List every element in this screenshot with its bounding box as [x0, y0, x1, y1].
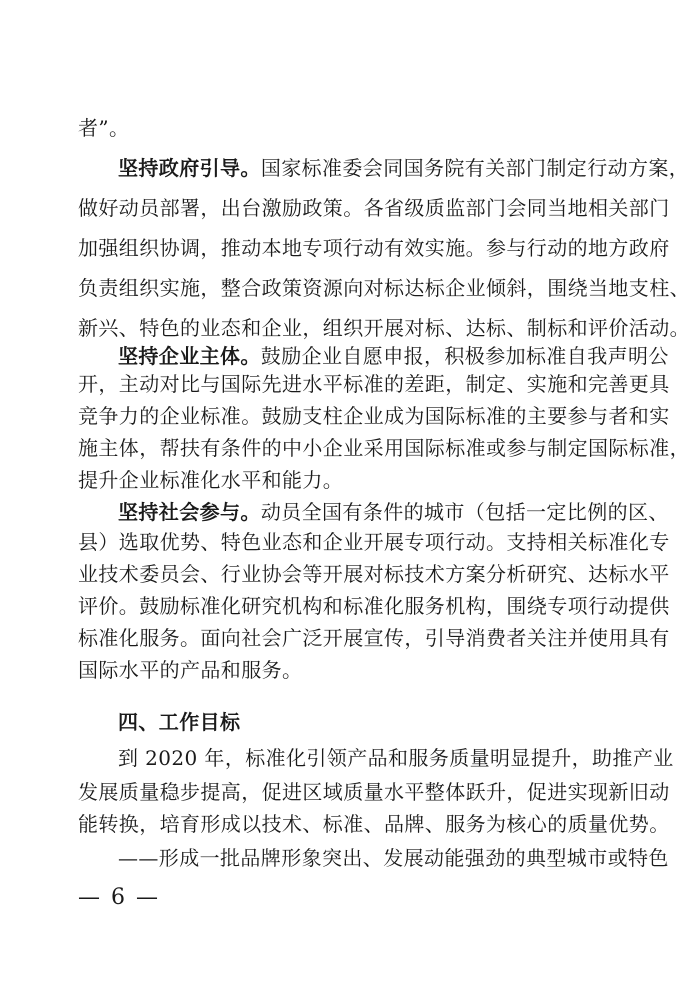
paragraph-line — [78, 466, 618, 494]
line-text: 提升企业标准化水平和能力。 — [78, 468, 344, 492]
paragraph-line — [78, 810, 670, 838]
paragraph-line — [78, 778, 670, 806]
line-text: 业技术委员会、行业协会等开展对标技术方案分析研究、达标水平 — [78, 562, 670, 586]
line-text: 动员全国有条件的城市（包括一定比例的区、 — [260, 500, 669, 524]
paragraph-line — [78, 274, 690, 302]
line-text: 能转换，培育形成以技术、标准、品牌、服务为核心的质量优势。 — [78, 812, 670, 836]
paragraph-line — [78, 528, 670, 556]
line-text: 加强组织协调，推动本地专项行动有效实施。参与行动的地方政府 — [78, 236, 670, 260]
line-text: 施主体，帮扶有条件的中小企业采用国际标准或参与制定国际标准， — [78, 436, 690, 460]
line-text: 负责组织实施，整合政策资源向对标达标企业倾斜，围绕当地支柱、 — [78, 276, 690, 300]
paragraph-line — [78, 314, 690, 342]
paragraph-line — [118, 154, 690, 182]
paragraph-line — [78, 370, 670, 398]
line-text: 国家标准委会同国务院有关部门制定行动方案， — [260, 156, 690, 180]
line-text: ——形成一批品牌形象突出、发展动能强劲的典型城市或特色 — [118, 846, 669, 870]
paragraph-line — [78, 560, 670, 588]
paragraph-line — [78, 624, 670, 652]
line-text: 发展质量稳步提高，促进区域质量水平整体跃升，促进实现新旧动 — [78, 780, 670, 804]
principle-heading: 坚持政府引导。 — [118, 156, 261, 180]
line-text: 鼓励企业自愿申报，积极参加标准自我声明公 — [260, 344, 669, 368]
paragraph-line — [78, 656, 618, 684]
paragraph-line — [78, 592, 670, 620]
page-number: — 6 — — [78, 885, 160, 910]
section-heading — [118, 708, 618, 736]
paragraph-line — [78, 234, 670, 262]
line-text: 县）选取优势、特色业态和企业开展专项行动。支持相关标准化专 — [78, 530, 670, 554]
line-text: 者”。 — [78, 116, 130, 140]
line-text: 国际水平的产品和服务。 — [78, 658, 303, 682]
line-text: 到 2020 年，标准化引领产品和服务质量明显提升，助推产业 — [118, 746, 674, 770]
paragraph-line — [78, 402, 670, 430]
principle-heading: 坚持企业主体。 — [118, 344, 261, 368]
paragraph-line — [118, 744, 674, 772]
paragraph-line — [78, 194, 670, 222]
line-text: 标准化服务。面向社会广泛开展宣传，引导消费者关注并使用具有 — [78, 626, 670, 650]
section-heading-text: 四、工作目标 — [118, 710, 241, 734]
paragraph-line — [118, 342, 669, 370]
line-text: 开，主动对比与国际先进水平标准的差距，制定、实施和完善更具 — [78, 372, 670, 396]
line-text: 做好动员部署，出台激励政策。各省级质监部门会同当地相关部门 — [78, 196, 670, 220]
line-text: 竞争力的企业标准。鼓励支柱企业成为国际标准的主要参与者和实 — [78, 404, 670, 428]
line-text: 新兴、特色的业态和企业，组织开展对标、达标、制标和评价活动。 — [78, 316, 690, 340]
principle-heading: 坚持社会参与。 — [118, 500, 261, 524]
paragraph-line — [118, 498, 669, 526]
paragraph-line — [78, 434, 690, 462]
line-text: 评价。鼓励标准化研究机构和标准化服务机构，围绕专项行动提供 — [78, 594, 670, 618]
paragraph-line — [78, 114, 618, 142]
paragraph-line — [118, 844, 669, 872]
